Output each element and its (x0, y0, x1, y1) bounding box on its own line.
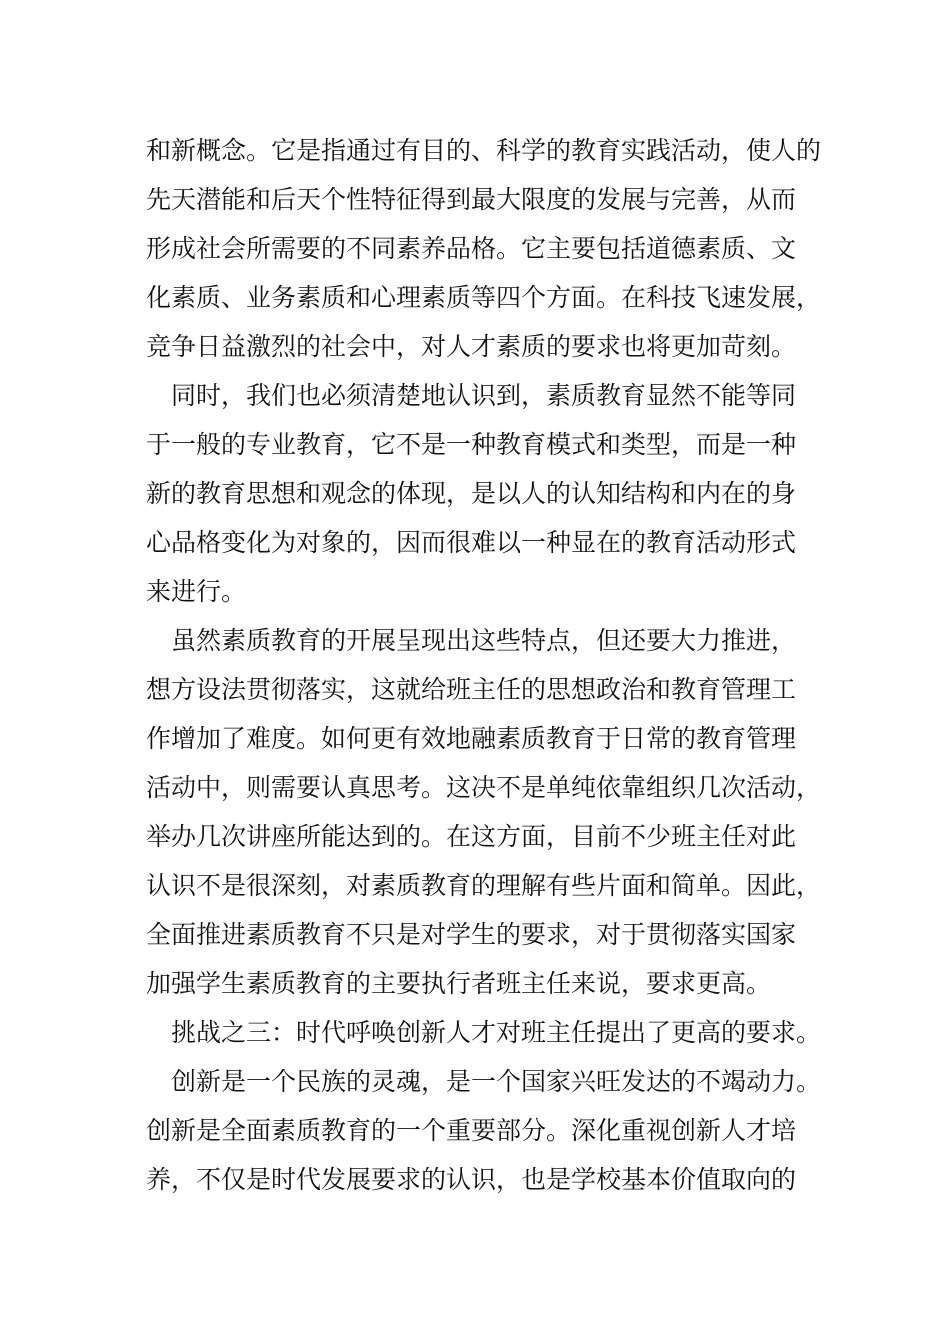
text-line: 创新是全面素质教育的一个重要部分。深化重视创新人才培 (146, 1116, 797, 1145)
body-text (146, 126, 826, 1204)
text-line: 形成社会所需要的不同素养品格。它主要包括道德素质、文 (146, 234, 797, 263)
text-line: 同时，我们也必须清楚地认识到，素质教育显然不能等同 (146, 381, 797, 410)
text-line: 化素质、业务素质和心理素质等四个方面。在科技飞速发展， (146, 283, 822, 312)
text-line: 举办几次讲座所能达到的。在这方面，目前不少班主任对此 (146, 822, 797, 851)
text-line: 作增加了难度。如何更有效地融素质教育于日常的教育管理 (146, 724, 797, 753)
text-line: 先天潜能和后天个性特征得到最大限度的发展与完善，从而 (146, 185, 797, 214)
text-line: 创新是一个民族的灵魂，是一个国家兴旺发达的不竭动力。 (146, 1067, 822, 1096)
text-line: 来进行。 (146, 577, 247, 606)
text-line: 想方设法贯彻落实，这就给班主任的思想政治和教育管理工 (146, 675, 797, 704)
text-line: 竞争日益激烈的社会中，对人才素质的要求也将更加苛刻。 (146, 332, 797, 361)
text-line: 于一般的专业教育，它不是一种教育模式和类型，而是一种 (146, 430, 797, 459)
text-line: 虽然素质教育的开展呈现出这些特点，但还要大力推进， (146, 626, 797, 655)
text-line: 和新概念。它是指通过有目的、科学的教育实践活动，使人的 (146, 136, 822, 165)
text-line: 加强学生素质教育的主要执行者班主任来说，要求更高。 (146, 969, 772, 998)
text-line: 全面推进素质教育不只是对学生的要求，对于贯彻落实国家 (146, 920, 797, 949)
text-line: 心品格变化为对象的，因而很难以一种显在的教育活动形式 (146, 528, 797, 557)
text-line: 养，不仅是时代发展要求的认识，也是学校基本价值取向的 (146, 1165, 797, 1194)
text-line: 认识不是很深刻，对素质教育的理解有些片面和简单。因此， (146, 871, 822, 900)
text-line: 新的教育思想和观念的体现，是以人的认知结构和内在的身 (146, 479, 797, 508)
text-line: 挑战之三：时代呼唤创新人才对班主任提出了更高的要求。 (146, 1018, 822, 1047)
text-line: 活动中，则需要认真思考。这决不是单纯依靠组织几次活动， (146, 773, 822, 802)
